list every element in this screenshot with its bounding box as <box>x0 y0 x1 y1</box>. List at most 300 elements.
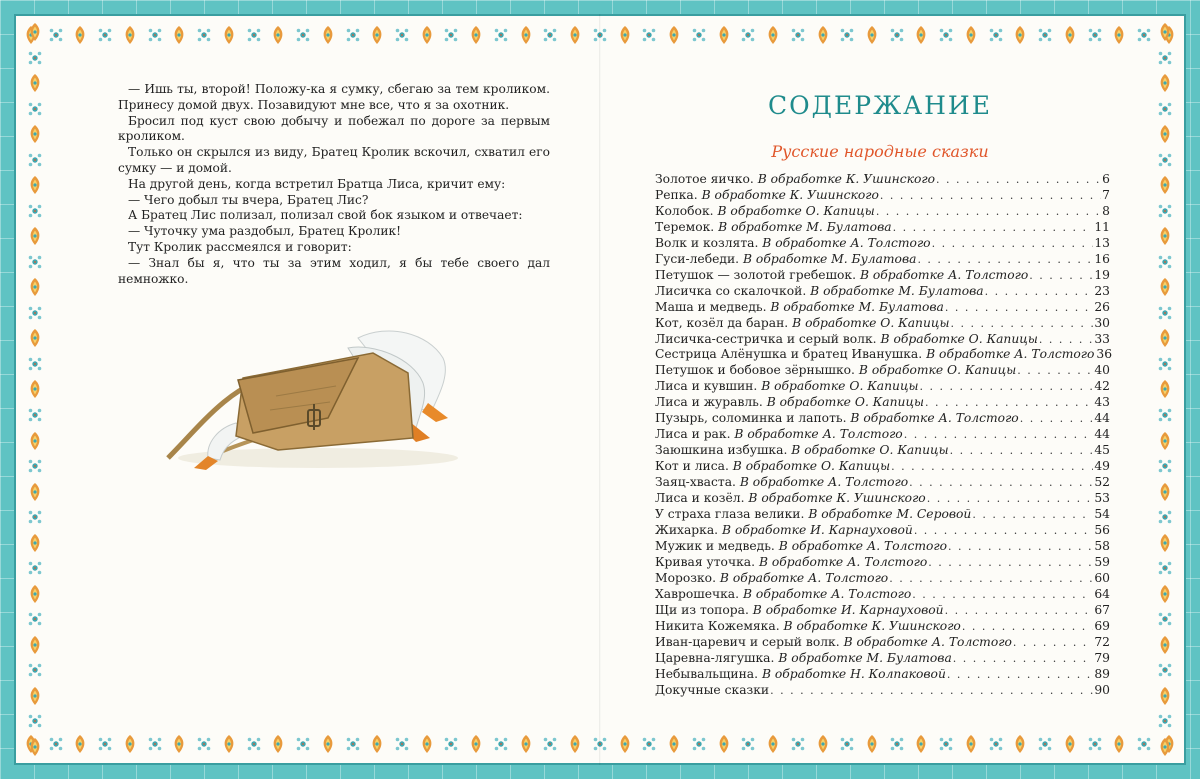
toc-page-number: 36 <box>1096 347 1113 362</box>
toc-entry-label <box>655 347 1094 363</box>
paisley-flower-icon <box>1156 533 1174 553</box>
floral-sprig-icon <box>541 734 559 754</box>
satchel-illustration <box>158 318 458 478</box>
toc-leader-dots <box>945 603 1094 619</box>
paisley-flower-icon <box>26 175 44 195</box>
floral-sprig-icon <box>1156 150 1174 170</box>
paisley-flower-icon <box>1061 734 1079 754</box>
floral-sprig-icon <box>1156 354 1174 374</box>
toc-page-number: 49 <box>1094 459 1110 474</box>
floral-sprig-icon <box>987 25 1005 45</box>
floral-sprig-icon <box>1156 507 1174 527</box>
toc-entry-label <box>655 475 908 491</box>
paisley-flower-icon <box>26 686 44 706</box>
toc-entry-label <box>655 459 890 475</box>
toc-leader-dots <box>945 300 1093 316</box>
floral-sprig-icon <box>26 609 44 629</box>
toc-entry-label <box>655 491 926 507</box>
toc-entry-title: Лисичка-сестричка и серый волк. <box>655 331 877 346</box>
floral-sprig-icon <box>294 25 312 45</box>
paisley-flower-icon <box>863 734 881 754</box>
floral-sprig-icon <box>1156 660 1174 680</box>
toc-entry-title: Небывальщина. <box>655 666 759 681</box>
toc-page-number: 89 <box>1094 666 1110 681</box>
toc-entry[interactable] <box>655 252 1110 268</box>
toc-entry-title: Колобок. <box>655 203 714 218</box>
toc-entry-author: В обработке А. Толстого <box>850 411 1019 426</box>
toc-entry[interactable] <box>655 347 1113 363</box>
paisley-flower-icon <box>517 25 535 45</box>
floral-sprig-icon <box>640 25 658 45</box>
toc-leader-dots <box>932 236 1094 252</box>
paisley-flower-icon <box>26 431 44 451</box>
floral-sprig-icon <box>888 25 906 45</box>
toc-entry-label <box>655 204 875 220</box>
toc-entry-label <box>655 651 952 667</box>
floral-sprig-icon <box>26 99 44 119</box>
toc-page-number: 26 <box>1094 299 1110 314</box>
toc-entry[interactable] <box>655 363 1110 379</box>
paisley-flower-icon <box>962 25 980 45</box>
paisley-flower-icon <box>863 25 881 45</box>
toc-entry-title: Маша и медведь. <box>655 299 767 314</box>
floral-sprig-icon <box>1156 303 1174 323</box>
toc-entry-label <box>655 603 944 619</box>
toc-entry-title: Петушок — золотой гребешок. <box>655 267 857 282</box>
floral-sprig-icon <box>690 25 708 45</box>
toc-entry-label <box>655 539 947 555</box>
story-paragraph: Бросил под куст свою добычу и побежал по дороге за первым кроликом. <box>118 113 550 144</box>
toc-leader-dots <box>1029 268 1093 284</box>
toc-page-number: 64 <box>1094 586 1110 601</box>
floral-sprig-icon <box>344 25 362 45</box>
toc-entry[interactable] <box>655 300 1110 316</box>
ornament-border-right <box>1152 22 1178 757</box>
toc-entry-author: В обработке О. Капицы <box>880 331 1038 346</box>
toc-entry[interactable] <box>655 651 1110 667</box>
paisley-flower-icon <box>121 25 139 45</box>
floral-sprig-icon <box>739 25 757 45</box>
toc-entry[interactable] <box>655 507 1110 523</box>
paisley-flower-icon <box>764 25 782 45</box>
toc-entry-label <box>655 188 879 204</box>
toc-entry-label <box>655 667 946 683</box>
story-paragraph: А Братец Лис полизал, полизал свой бок языком и отвечает: <box>128 208 523 223</box>
toc-page-number: 7 <box>1102 187 1110 202</box>
toc-entry-author: В обработке А. Толстого <box>843 634 1012 649</box>
floral-sprig-icon <box>442 734 460 754</box>
story-paragraph: — Чуточку ума раздобыл, Братец Кролик! <box>128 224 401 239</box>
paisley-flower-icon <box>1011 734 1029 754</box>
floral-sprig-icon <box>1135 25 1153 45</box>
toc-entry-label <box>655 523 913 539</box>
floral-sprig-icon <box>195 734 213 754</box>
toc-leader-dots <box>1017 363 1093 379</box>
floral-sprig-icon <box>146 734 164 754</box>
toc-entry-label <box>655 395 924 411</box>
toc-page-number: 44 <box>1094 427 1110 442</box>
toc-page-number: 43 <box>1094 395 1110 410</box>
paisley-flower-icon <box>1156 686 1174 706</box>
toc-leader-dots <box>880 188 1101 204</box>
toc-entry-author: В обработке А. Толстого <box>762 235 931 250</box>
paisley-flower-icon <box>1156 277 1174 297</box>
paisley-flower-icon <box>467 734 485 754</box>
toc-page-number: 59 <box>1094 554 1110 569</box>
toc-entry[interactable] <box>655 587 1110 603</box>
floral-sprig-icon <box>987 734 1005 754</box>
toc-entry[interactable] <box>655 379 1110 395</box>
paisley-flower-icon <box>418 25 436 45</box>
paisley-flower-icon <box>26 737 44 757</box>
toc-page-number: 11 <box>1094 219 1110 234</box>
toc-entry-label <box>655 411 1019 427</box>
toc-entry-title: Щи из топора. <box>655 602 749 617</box>
paisley-flower-icon <box>26 482 44 502</box>
toc-leader-dots <box>948 539 1093 555</box>
toc-page-number: 60 <box>1094 570 1110 585</box>
toc-leader-dots <box>936 172 1101 188</box>
toc-entry-author: В обработке О. Капицы <box>717 203 875 218</box>
toc-entry-author: В обработке А. Толстого <box>742 586 912 601</box>
toc-entry-label <box>655 284 984 300</box>
toc-entry-label <box>655 252 916 268</box>
floral-sprig-icon <box>492 734 510 754</box>
paisley-flower-icon <box>1011 25 1029 45</box>
floral-sprig-icon <box>1156 609 1174 629</box>
toc-entry[interactable] <box>655 395 1110 411</box>
toc-entry[interactable] <box>655 332 1110 348</box>
toc-entry-author: В обработке А. Толстого <box>758 554 928 569</box>
floral-sprig-icon <box>1135 734 1153 754</box>
toc-entry-author: В обработке А. Толстого <box>719 570 889 585</box>
toc-page-number: 67 <box>1094 602 1110 617</box>
toc-leader-dots <box>891 459 1093 475</box>
toc-entry-author: В обработке О. Капицы <box>761 379 919 394</box>
paisley-flower-icon <box>1156 226 1174 246</box>
toc-page-number: 72 <box>1094 634 1110 649</box>
toc-entry-author: В обработке К. Ушинского <box>783 618 961 633</box>
toc-leader-dots <box>925 395 1093 411</box>
toc-leader-dots <box>947 667 1093 683</box>
paisley-flower-icon <box>1156 584 1174 604</box>
floral-sprig-icon <box>1156 252 1174 272</box>
toc-leader-dots <box>914 523 1094 539</box>
floral-sprig-icon <box>442 25 460 45</box>
paisley-flower-icon <box>269 734 287 754</box>
floral-sprig-icon <box>690 734 708 754</box>
paisley-flower-icon <box>814 25 832 45</box>
contents-title: СОДЕРЖАНИЕ <box>768 91 992 120</box>
toc-entry[interactable] <box>655 523 1110 539</box>
floral-sprig-icon <box>47 734 65 754</box>
toc-entry[interactable] <box>655 635 1110 651</box>
toc-entry-title: Золотое яичко. <box>655 172 754 186</box>
floral-sprig-icon <box>1156 99 1174 119</box>
toc-entry[interactable] <box>655 188 1110 204</box>
toc-entry-title: Сестрица Алёнушка и братец Иванушка. <box>655 347 923 362</box>
toc-leader-dots <box>904 427 1094 443</box>
toc-entry-title: Гуси-лебеди. <box>655 251 740 266</box>
toc-entry-label <box>655 683 769 699</box>
toc-entry-title: Волк и козлята. <box>655 235 759 250</box>
toc-entry-title: Лиса и кувшин. <box>655 379 758 394</box>
paisley-flower-icon <box>1156 124 1174 144</box>
paisley-flower-icon <box>220 734 238 754</box>
paisley-flower-icon <box>26 328 44 348</box>
paisley-flower-icon <box>616 25 634 45</box>
floral-sprig-icon <box>26 48 44 68</box>
toc-entry[interactable] <box>655 411 1110 427</box>
toc-entry[interactable] <box>655 683 1110 699</box>
floral-sprig-icon <box>26 150 44 170</box>
paisley-flower-icon <box>566 25 584 45</box>
toc-entry-label <box>655 507 971 523</box>
toc-page-number: 56 <box>1094 522 1110 537</box>
toc-page-number: 16 <box>1094 251 1110 266</box>
paisley-flower-icon <box>1156 482 1174 502</box>
toc-page-number: 58 <box>1094 538 1110 553</box>
toc-entry[interactable] <box>655 268 1110 284</box>
floral-sprig-icon <box>1036 734 1054 754</box>
toc-entry-title: Хаврошечка. <box>655 586 740 601</box>
paisley-flower-icon <box>26 635 44 655</box>
toc-entry-title: Морозко. <box>655 570 716 585</box>
toc-entry-author: В обработке М. Булатова <box>742 251 917 266</box>
floral-sprig-icon <box>1086 25 1104 45</box>
toc-leader-dots <box>1020 411 1094 427</box>
toc-entry[interactable] <box>655 236 1110 252</box>
floral-sprig-icon <box>541 25 559 45</box>
floral-sprig-icon <box>47 25 65 45</box>
toc-entry-label <box>655 363 1016 379</box>
toc-page-number: 8 <box>1102 203 1110 218</box>
paisley-flower-icon <box>368 734 386 754</box>
paisley-flower-icon <box>814 734 832 754</box>
floral-sprig-icon <box>344 734 362 754</box>
toc-leader-dots <box>876 204 1101 220</box>
floral-sprig-icon <box>26 660 44 680</box>
toc-entry[interactable] <box>655 571 1110 587</box>
toc-entry-title: Кот и лиса. <box>655 459 729 474</box>
toc-entry-label <box>655 443 949 459</box>
toc-page-number: 69 <box>1094 618 1110 633</box>
floral-sprig-icon <box>739 734 757 754</box>
toc-entry-title: Кот, козёл да баран. <box>655 315 789 330</box>
floral-sprig-icon <box>26 303 44 323</box>
toc-entry-author: В обработке А. Толстого <box>926 347 1095 362</box>
paisley-flower-icon <box>764 734 782 754</box>
paisley-flower-icon <box>26 277 44 297</box>
toc-entry[interactable] <box>655 443 1110 459</box>
paisley-flower-icon <box>418 734 436 754</box>
toc-entry-author: В обработке И. Карнауховой <box>722 522 913 537</box>
toc-entry-author: В обработке К. Ушинского <box>701 187 879 202</box>
toc-entry-title: Жихарка. <box>655 522 719 537</box>
toc-leader-dots <box>950 443 1094 459</box>
toc-entry-author: В обработке А. Толстого <box>778 538 948 553</box>
toc-entry-label <box>655 172 935 188</box>
toc-entry-author: В обработке Н. Колпаковой <box>761 666 946 681</box>
toc-entry-author: В обработке О. Капицы <box>766 395 925 410</box>
story-paragraph: — Знал бы я, что ты за этим ходил, я бы тебе своего дал немножко. <box>118 255 550 286</box>
toc-entry-title: Лиса и козёл. <box>655 491 745 506</box>
toc-entry[interactable] <box>655 316 1110 332</box>
floral-sprig-icon <box>640 734 658 754</box>
toc-entry-title: Заюшкина избушка. <box>655 443 788 458</box>
toc-entry-title: У страха глаза велики. <box>655 507 805 522</box>
paisley-flower-icon <box>1156 328 1174 348</box>
story-paragraph: — Чего добыл ты вчера, Братец Лис? <box>128 192 369 207</box>
toc-leader-dots <box>927 491 1094 507</box>
paisley-flower-icon <box>170 25 188 45</box>
toc-entry-author: В обработке М. Булатова <box>770 299 944 314</box>
toc-leader-dots <box>770 683 1093 699</box>
toc-entry-author: В обработке О. Капицы <box>791 443 949 458</box>
paisley-flower-icon <box>517 734 535 754</box>
toc-leader-dots <box>1013 635 1093 651</box>
floral-sprig-icon <box>146 25 164 45</box>
story-text <box>118 82 550 287</box>
floral-sprig-icon <box>245 734 263 754</box>
floral-sprig-icon <box>838 734 856 754</box>
toc-entry[interactable] <box>655 603 1110 619</box>
toc-entry[interactable] <box>655 284 1110 300</box>
toc-entry[interactable] <box>655 220 1110 236</box>
toc-leader-dots <box>962 619 1094 635</box>
floral-sprig-icon <box>26 354 44 374</box>
paisley-flower-icon <box>368 25 386 45</box>
toc-entry[interactable] <box>655 539 1110 555</box>
toc-entry[interactable] <box>655 427 1110 443</box>
paisley-flower-icon <box>26 226 44 246</box>
toc-leader-dots <box>889 571 1093 587</box>
toc-leader-dots <box>920 379 1094 395</box>
paisley-flower-icon <box>319 25 337 45</box>
toc-entry-title: Лиса и рак. <box>655 427 731 442</box>
paisley-flower-icon <box>26 124 44 144</box>
paisley-flower-icon <box>566 734 584 754</box>
toc-leader-dots <box>928 555 1093 571</box>
floral-sprig-icon <box>888 734 906 754</box>
paisley-flower-icon <box>912 25 930 45</box>
toc-entry-author: В обработке О. Капицы <box>792 315 950 330</box>
toc-entry-label <box>655 316 949 332</box>
toc-entry[interactable] <box>655 619 1110 635</box>
toc-entry-title: Петушок и бобовое зёрнышко. <box>655 363 855 378</box>
toc-entry[interactable] <box>655 204 1110 220</box>
toc-entry-author: В обработке А. Толстого <box>739 475 909 490</box>
paisley-flower-icon <box>1156 635 1174 655</box>
paisley-flower-icon <box>912 734 930 754</box>
toc-entry-author: В обработке О. Капицы <box>858 363 1017 378</box>
paisley-flower-icon <box>962 734 980 754</box>
toc-entry-title: Лисичка со скалочкой. <box>655 283 807 298</box>
ornament-border-left <box>22 22 48 757</box>
paisley-flower-icon <box>715 25 733 45</box>
floral-sprig-icon <box>195 25 213 45</box>
floral-sprig-icon <box>1156 405 1174 425</box>
toc-page-number: 53 <box>1094 491 1110 506</box>
toc-leader-dots <box>893 220 1094 236</box>
paisley-flower-icon <box>467 25 485 45</box>
toc-page-number: 23 <box>1094 283 1110 298</box>
toc-entry-author: В обработке М. Булатова <box>810 283 984 298</box>
toc-entry[interactable] <box>655 475 1110 491</box>
floral-sprig-icon <box>1156 48 1174 68</box>
toc-page-number: 13 <box>1094 235 1110 250</box>
toc-page-number: 79 <box>1094 650 1110 665</box>
toc-page-number: 40 <box>1094 363 1110 378</box>
floral-sprig-icon <box>26 252 44 272</box>
paisley-flower-icon <box>1110 25 1128 45</box>
story-paragraph: — Ишь ты, второй! Положу-ка я сумку, сбегаю за тем кроликом. Принесу домой двух. Позавидуют мне все, что я за охотник. <box>118 82 550 112</box>
toc-entry-title: Царевна-лягушка. <box>655 650 775 665</box>
floral-sprig-icon <box>789 734 807 754</box>
toc-entry-label <box>655 635 1012 651</box>
paisley-flower-icon <box>26 73 44 93</box>
toc-entry[interactable] <box>655 491 1110 507</box>
toc-entry[interactable] <box>655 667 1110 683</box>
floral-sprig-icon <box>937 25 955 45</box>
toc-page-number: 33 <box>1094 331 1110 346</box>
paisley-flower-icon <box>1156 379 1174 399</box>
toc-leader-dots <box>985 284 1094 300</box>
table-of-contents <box>655 172 1113 698</box>
paisley-flower-icon <box>1156 175 1174 195</box>
floral-sprig-icon <box>789 25 807 45</box>
toc-entry[interactable] <box>655 555 1110 571</box>
toc-entry-label <box>655 268 1028 284</box>
paisley-flower-icon <box>715 734 733 754</box>
toc-entry-label <box>655 555 927 571</box>
paisley-flower-icon <box>1110 734 1128 754</box>
toc-leader-dots <box>972 507 1093 523</box>
paisley-flower-icon <box>71 25 89 45</box>
paisley-flower-icon <box>26 379 44 399</box>
toc-leader-dots <box>1039 332 1093 348</box>
toc-entry-title: Теремок. <box>655 219 715 234</box>
toc-leader-dots <box>917 252 1093 268</box>
floral-sprig-icon <box>26 507 44 527</box>
floral-sprig-icon <box>1156 201 1174 221</box>
paisley-flower-icon <box>319 734 337 754</box>
toc-entry-label <box>655 300 944 316</box>
toc-entry-author: В обработке О. Капицы <box>732 459 891 474</box>
toc-entry-label <box>655 571 888 587</box>
floral-sprig-icon <box>245 25 263 45</box>
floral-sprig-icon <box>96 25 114 45</box>
floral-sprig-icon <box>26 456 44 476</box>
paisley-flower-icon <box>269 25 287 45</box>
paisley-flower-icon <box>220 25 238 45</box>
toc-page-number: 44 <box>1094 411 1110 426</box>
book-gutter <box>599 14 601 765</box>
toc-entry-author: В обработке К. Ушинского <box>748 491 926 506</box>
toc-entry[interactable] <box>655 172 1110 188</box>
story-paragraph: На другой день, когда встретил Братца Лиса, кричит ему: <box>128 176 506 191</box>
toc-entry-author: В обработке М. Булатова <box>718 219 892 234</box>
toc-page-number: 42 <box>1094 379 1110 394</box>
toc-entry-title: Иван-царевич и серый волк. <box>655 634 840 649</box>
floral-sprig-icon <box>26 558 44 578</box>
toc-leader-dots <box>953 651 1094 667</box>
paisley-flower-icon <box>1156 73 1174 93</box>
toc-entry[interactable] <box>655 459 1110 475</box>
toc-page-number: 54 <box>1094 507 1110 522</box>
paisley-flower-icon <box>1156 737 1174 757</box>
paisley-flower-icon <box>1061 25 1079 45</box>
